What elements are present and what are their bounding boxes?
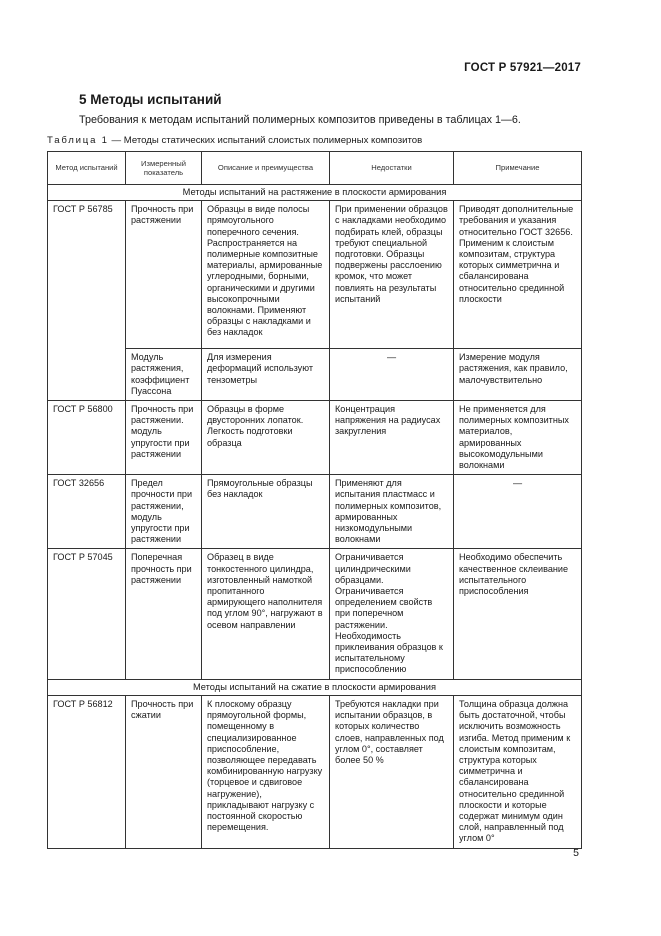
description-cell: Образцы в форме двусторонних лопаток. Легкость подготовки образца: [202, 401, 330, 475]
column-header: Описание и преимущества: [202, 152, 330, 185]
description-cell: К плоскому образцу прямоугольной формы, помещенному в специализированное приспособление, позволяющее передавать комбинированную нагрузку (торцевое и сдвиговое нагружение), прикладывают нагрузку с постоянной скоростью перемещения.: [202, 695, 330, 848]
section-heading: Методы испытаний на растяжение в плоскости армирования: [48, 185, 582, 201]
section-row: [48, 679, 582, 695]
table-caption-label: Таблица 1: [47, 135, 109, 146]
note-cell: Измерение модуля растяжения, как правило, малочувствительно: [454, 349, 582, 401]
column-header: Недостатки: [330, 152, 454, 185]
method-cell: ГОСТ Р 56812: [48, 695, 126, 848]
drawbacks-cell: Ограничивается цилиндрическими образцами. Ограничивается определением свойств при поперечном растяжении. Необходимость приклеивания образцов к испытательному приспособлению: [330, 549, 454, 679]
drawbacks-cell: При применении образцов с накладками необходимо подбирать клей, образцы требуют специальной подготовки. Образцы подвержены расслоению кромок, что может повлиять на результаты испытаний: [330, 201, 454, 349]
table-caption: [47, 135, 422, 146]
note-cell: —: [454, 475, 582, 549]
method-cell: ГОСТ 32656: [48, 475, 126, 549]
table-header-row: [48, 152, 582, 185]
column-header: Примечание: [454, 152, 582, 185]
section-heading: Методы испытаний на сжатие в плоскости армирования: [48, 679, 582, 695]
indicator-cell: Прочность при сжатии: [126, 695, 202, 848]
method-cell: ГОСТ Р 56785: [48, 201, 126, 401]
note-cell: Необходимо обеспечить качественное склеивание испытательного приспособления: [454, 549, 582, 679]
page-number: 5: [573, 847, 579, 859]
table-row: [48, 349, 582, 401]
section-row: [48, 185, 582, 201]
table-caption-text: — Методы статических испытаний слоистых полимерных композитов: [111, 135, 423, 146]
table-row: [48, 201, 582, 349]
indicator-cell: Прочность при растяжении: [126, 201, 202, 349]
description-cell: Образец в виде тонкостенного цилиндра, изготовленный намоткой пропитанного армирующего наполнителя под углом 90°, нагружают в осевом направлении: [202, 549, 330, 679]
drawbacks-cell: Концентрация напряжения на радиусах закругления: [330, 401, 454, 475]
indicator-cell: Прочность при растяжении. модуль упругости при растяжении: [126, 401, 202, 475]
drawbacks-cell: Применяют для испытания пластмасс и полимерных композитов, армированных низкомодульными волокнами: [330, 475, 454, 549]
column-header: Измеренный показатель: [126, 152, 202, 185]
description-cell: Для измерения деформаций используют тензометры: [202, 349, 330, 401]
drawbacks-cell: Требуются накладки при испытании образцов, в которых количество слоев, направленных под углом 0°, составляет более 50 %: [330, 695, 454, 848]
indicator-cell: Модуль растяжения, коэффициент Пуассона: [126, 349, 202, 401]
methods-table: [47, 151, 582, 849]
column-header: Метод испытаний: [48, 152, 126, 185]
table-row: [48, 401, 582, 475]
document-header: ГОСТ Р 57921—2017: [464, 62, 581, 74]
indicator-cell: Поперечная прочность при растяжении: [126, 549, 202, 679]
note-cell: Приводят дополнительные требования и указания относительно ГОСТ 32656. Применим к слоистым композитам, структура которых симметрична и сбалансирована относительно срединной плоскости: [454, 201, 582, 349]
description-cell: Образцы в виде полосы прямоугольного поперечного сечения. Распространяется на полимерные композитные материалы, армированные углеродными, борными, органическими и другими высокопрочными волокнами. Применяют образцы с накладками и без накладок: [202, 201, 330, 349]
section-title: 5 Методы испытаний: [79, 92, 222, 107]
description-cell: Прямоугольные образцы без накладок: [202, 475, 330, 549]
table-row: [48, 695, 582, 848]
note-cell: Не применяется для полимерных композитных материалов, армированных высокомодульными волокнами: [454, 401, 582, 475]
drawbacks-cell: —: [330, 349, 454, 401]
table-row: [48, 475, 582, 549]
method-cell: ГОСТ Р 57045: [48, 549, 126, 679]
note-cell: Толщина образца должна быть достаточной, чтобы исключить возможность изгиба. Метод применим к слоистым композитам, структура которых симметрична и сбалансирована относительно срединной плоскости и которые содержат минимум один слой, направленный под углом 0°: [454, 695, 582, 848]
method-cell: ГОСТ Р 56800: [48, 401, 126, 475]
intro-paragraph: Требования к методам испытаний полимерных композитов приведены в таблицах 1—6.: [79, 114, 521, 126]
indicator-cell: Предел прочности при растяжении, модуль упругости при растяжении: [126, 475, 202, 549]
table-row: [48, 549, 582, 679]
